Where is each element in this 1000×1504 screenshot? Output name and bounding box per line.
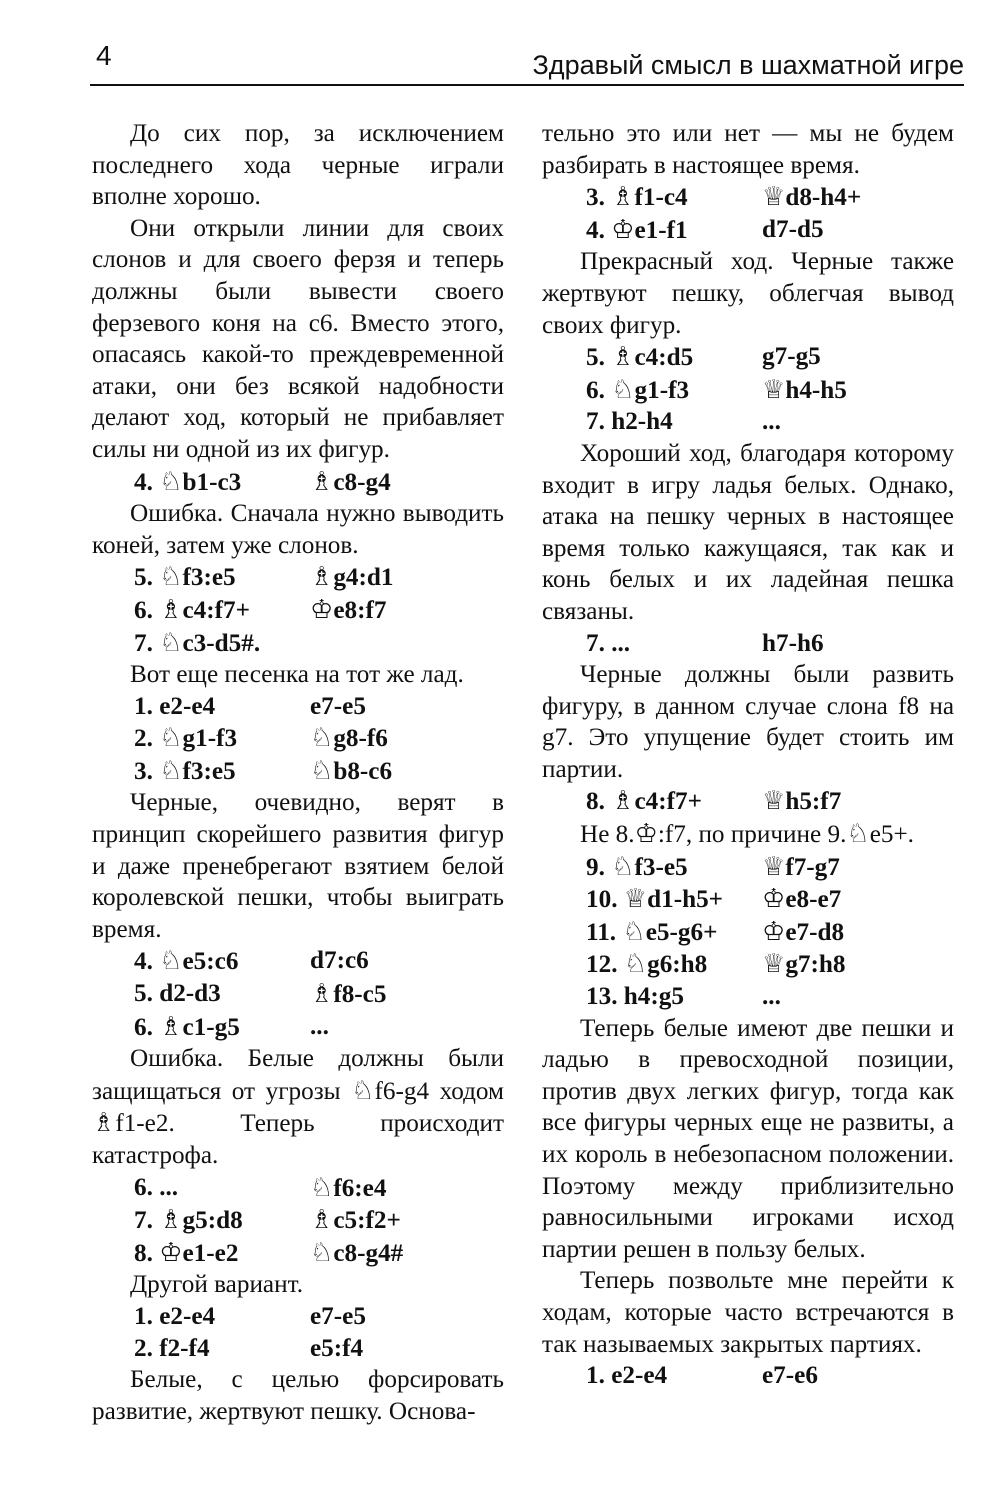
chess-figure-icon: ♔ [634, 819, 658, 849]
white-move: 4. ♘b1-c3 [134, 466, 242, 496]
move-line [92, 978, 504, 1011]
chess-figure-icon: ♔ [611, 214, 635, 244]
black-move: e7-e6 [762, 1362, 818, 1390]
move-line [92, 627, 504, 660]
move-line [92, 1011, 504, 1044]
move-line [92, 691, 504, 723]
white-move: 13. h4:g5 [586, 983, 684, 1011]
chess-figure-icon: ♔ [310, 594, 334, 624]
move-line [542, 1360, 954, 1392]
black-move: ♗c8-g4 [310, 466, 391, 496]
paragraph: тельно это или нет — мы не будем разбирать в настоящее время. [542, 120, 954, 179]
chess-figure-icon: ♕ [762, 182, 786, 212]
black-move: ♔e8:f7 [310, 594, 387, 624]
chess-figure-icon: ♗ [310, 466, 334, 496]
chess-figure-icon: ♗ [611, 342, 635, 372]
chess-figure-icon: ♘ [623, 949, 648, 979]
black-move: g7-g5 [762, 343, 821, 371]
chess-figure-icon: ♘ [310, 755, 334, 785]
chess-figure-icon: ♔ [762, 916, 786, 946]
chess-figure-icon: ♕ [762, 374, 786, 404]
move-line [542, 948, 954, 981]
chess-figure-icon: ♗ [310, 979, 334, 1009]
chess-figure-icon: ♕ [762, 786, 786, 816]
white-move: 7. ... [586, 629, 631, 657]
white-move: 9. ♘f3-e5 [586, 851, 688, 881]
move-line [542, 181, 954, 214]
black-move: e7-e5 [310, 692, 366, 720]
move-line [92, 466, 504, 499]
right-column [542, 118, 954, 1392]
move-line [92, 1172, 504, 1205]
move-line [92, 1237, 504, 1270]
chess-figure-icon: ♕ [762, 949, 786, 979]
black-move: ♕g7:h8 [762, 949, 846, 979]
black-move: ♕h5:f7 [762, 786, 842, 816]
paragraph: Прекрасный ход. Черные также жертвуют пешку, облегчая вывод своих фигур. [542, 248, 954, 339]
chess-figure-icon: ♘ [159, 562, 183, 592]
black-move: e7-e5 [310, 1302, 366, 1330]
black-move: ♗f8-c5 [310, 979, 387, 1009]
white-move: 2. f2-f4 [134, 1334, 210, 1362]
move-line [542, 374, 954, 407]
move-line [542, 785, 954, 818]
move-line [92, 1301, 504, 1333]
paragraph: Не 8.♔:f7, по причине 9.♘e5+. [580, 819, 914, 849]
black-move: h7-h6 [762, 629, 824, 657]
paragraph: Черные должны были развить фигуру, в данном случае слона f8 на g7. Это упущение будет стоить им партии. [542, 661, 954, 783]
white-move: 11. ♘e5-g6+ [586, 916, 718, 946]
chess-figure-icon: ♗ [310, 1205, 334, 1235]
black-move: ♔e8-e7 [762, 884, 842, 914]
move-line [542, 341, 954, 374]
white-move: 6. ♗c1-g5 [134, 1011, 240, 1041]
move-line [542, 628, 954, 660]
white-move: 5. d2-d3 [134, 980, 221, 1008]
paragraph: До сих пор, за исключением последнего хода черные играли вполне хорошо. [92, 120, 504, 211]
chess-figure-icon: ♗ [159, 594, 183, 624]
black-move: ... [762, 408, 781, 436]
chess-figure-icon: ♘ [310, 1237, 334, 1267]
paragraph: Другой вариант. [130, 1271, 303, 1299]
paragraph: Теперь белые имеют две пешки и ладью в превосходной позиции, против двух легких фигур, тогда как все фигуры черных еще не развиты, а их король в небезопасном положении. Поэтому между приблизительно равносильными игроками исход партии решен в пользу белых. [542, 1014, 954, 1263]
white-move: 5. ♗c4:d5 [586, 342, 694, 372]
white-move: 4. ♔e1-f1 [586, 214, 688, 244]
move-line [92, 1333, 504, 1365]
chess-figure-icon: ♗ [159, 1011, 183, 1041]
chess-figure-icon: ♘ [351, 1075, 375, 1105]
chess-figure-icon: ♗ [611, 182, 635, 212]
black-move: ♗g4:d1 [310, 562, 394, 592]
white-move: 1. e2-e4 [134, 1302, 216, 1330]
chess-figure-icon: ♘ [611, 851, 635, 881]
paragraph: Они открыли линии для своих слонов и для своего ферзя и теперь должны были вывести своего ферзевого коня на c6. Вместо этого, опасаясь какой-то преждевременной атаки, они без всякой надобности делают ход, который не прибавляет силы ни одной из их фигур. [92, 214, 504, 463]
paragraph: Ошибка. Сначала нужно выводить коней, затем уже слонов. [92, 500, 504, 559]
move-line [542, 916, 954, 949]
chess-figure-icon: ♘ [159, 466, 183, 496]
black-move: ... [762, 983, 781, 1011]
black-move: ♘c8-g4# [310, 1237, 404, 1267]
black-move: ... [310, 1012, 329, 1040]
chess-figure-icon: ♘ [310, 723, 334, 753]
white-move: 8. ♔e1-e2 [134, 1237, 239, 1267]
chess-figure-icon: ♗ [92, 1108, 116, 1138]
move-line [542, 981, 954, 1013]
page-header [0, 0, 1000, 90]
running-title: Здравый смысл в шахматной игре [532, 50, 964, 80]
page-number: 4 [96, 40, 112, 71]
white-move: 12. ♘g6:h8 [586, 949, 708, 979]
black-move: ♗c5:f2+ [310, 1205, 401, 1235]
chess-figure-icon: ♕ [623, 884, 648, 914]
chess-figure-icon: ♘ [159, 946, 183, 976]
black-move: d7-d5 [762, 215, 824, 243]
chess-figure-icon: ♗ [310, 562, 334, 592]
black-move: ♕h4-h5 [762, 374, 847, 404]
move-line [542, 406, 954, 438]
move-line [92, 755, 504, 788]
chess-figure-icon: ♗ [611, 786, 635, 816]
black-move: ♕f7-g7 [762, 851, 840, 881]
chess-figure-icon: ♕ [762, 851, 786, 881]
white-move: 4. ♘e5:c6 [134, 946, 239, 976]
white-move: 1. e2-e4 [134, 692, 216, 720]
chess-figure-icon: ♘ [159, 627, 183, 657]
header-rule [90, 84, 964, 86]
black-move: e5:f4 [310, 1334, 364, 1362]
paragraph: Белые, с целью форсировать развитие, жертвуют пешку. Основа- [92, 1366, 504, 1425]
paragraph: Хороший ход, благодаря которому входит в игру ладья белых. Однако, атака на пешку черных в настоящее время только кажущаяся, так как и конь белых и их ладейная пешка связаны. [542, 439, 954, 625]
white-move: 6. ♘g1-f3 [586, 374, 690, 404]
black-move: ♔e7-d8 [762, 916, 845, 946]
chess-figure-icon: ♔ [159, 1237, 183, 1267]
move-line [92, 945, 504, 978]
paragraph: Черные, очевидно, верят в принцип скорейшего развития фигур и даже пренебрегают взятием белой королевской пешки, чтобы выиграть время. [92, 789, 504, 943]
move-line [542, 214, 954, 247]
white-move: 5. ♘f3:e5 [134, 562, 236, 592]
chess-figure-icon: ♔ [762, 884, 786, 914]
black-move: ♕d8-h4+ [762, 182, 862, 212]
paragraph: Ошибка. Белые должны были защищаться от угрозы ♘f6-g4 ходом ♗f1-e2. Теперь происходит катастрофа. [92, 1045, 504, 1169]
move-line [542, 851, 954, 884]
paragraph: Вот еще песенка на тот же лад. [130, 661, 464, 689]
black-move: ♘f6:e4 [310, 1172, 387, 1202]
move-line [92, 1204, 504, 1237]
white-move: 3. ♘f3:e5 [134, 755, 236, 785]
chess-figure-icon: ♘ [159, 723, 183, 753]
white-move: 2. ♘g1-f3 [134, 723, 238, 753]
black-move: ♘g8-f6 [310, 723, 388, 753]
white-move: 6. ... [134, 1173, 179, 1201]
white-move: 3. ♗f1-c4 [586, 182, 688, 212]
move-line [92, 594, 504, 627]
black-move: d7:c6 [310, 947, 369, 975]
paragraph: Теперь позвольте мне перейти к ходам, которые часто встречаются в так называемых закрытых партиях. [542, 1267, 954, 1358]
left-column [92, 118, 504, 1427]
white-move: 7. ♘c3-d5#. [134, 627, 261, 657]
chess-figure-icon: ♘ [622, 916, 646, 946]
white-move: 6. ♗c4:f7+ [134, 594, 250, 624]
white-move: 7. h2-h4 [586, 408, 673, 436]
chess-figure-icon: ♘ [846, 819, 870, 849]
chess-figure-icon: ♘ [611, 374, 635, 404]
move-line [542, 883, 954, 916]
white-move: 8. ♗c4:f7+ [586, 786, 702, 816]
chess-figure-icon: ♘ [159, 755, 183, 785]
black-move: ♘b8-c6 [310, 755, 393, 785]
chess-figure-icon: ♘ [310, 1172, 334, 1202]
white-move: 7. ♗g5:d8 [134, 1205, 243, 1235]
chess-figure-icon: ♗ [159, 1205, 183, 1235]
white-move: 10. ♕d1-h5+ [586, 884, 724, 914]
move-line [92, 561, 504, 594]
move-line [92, 722, 504, 755]
white-move: 1. e2-e4 [586, 1362, 668, 1390]
